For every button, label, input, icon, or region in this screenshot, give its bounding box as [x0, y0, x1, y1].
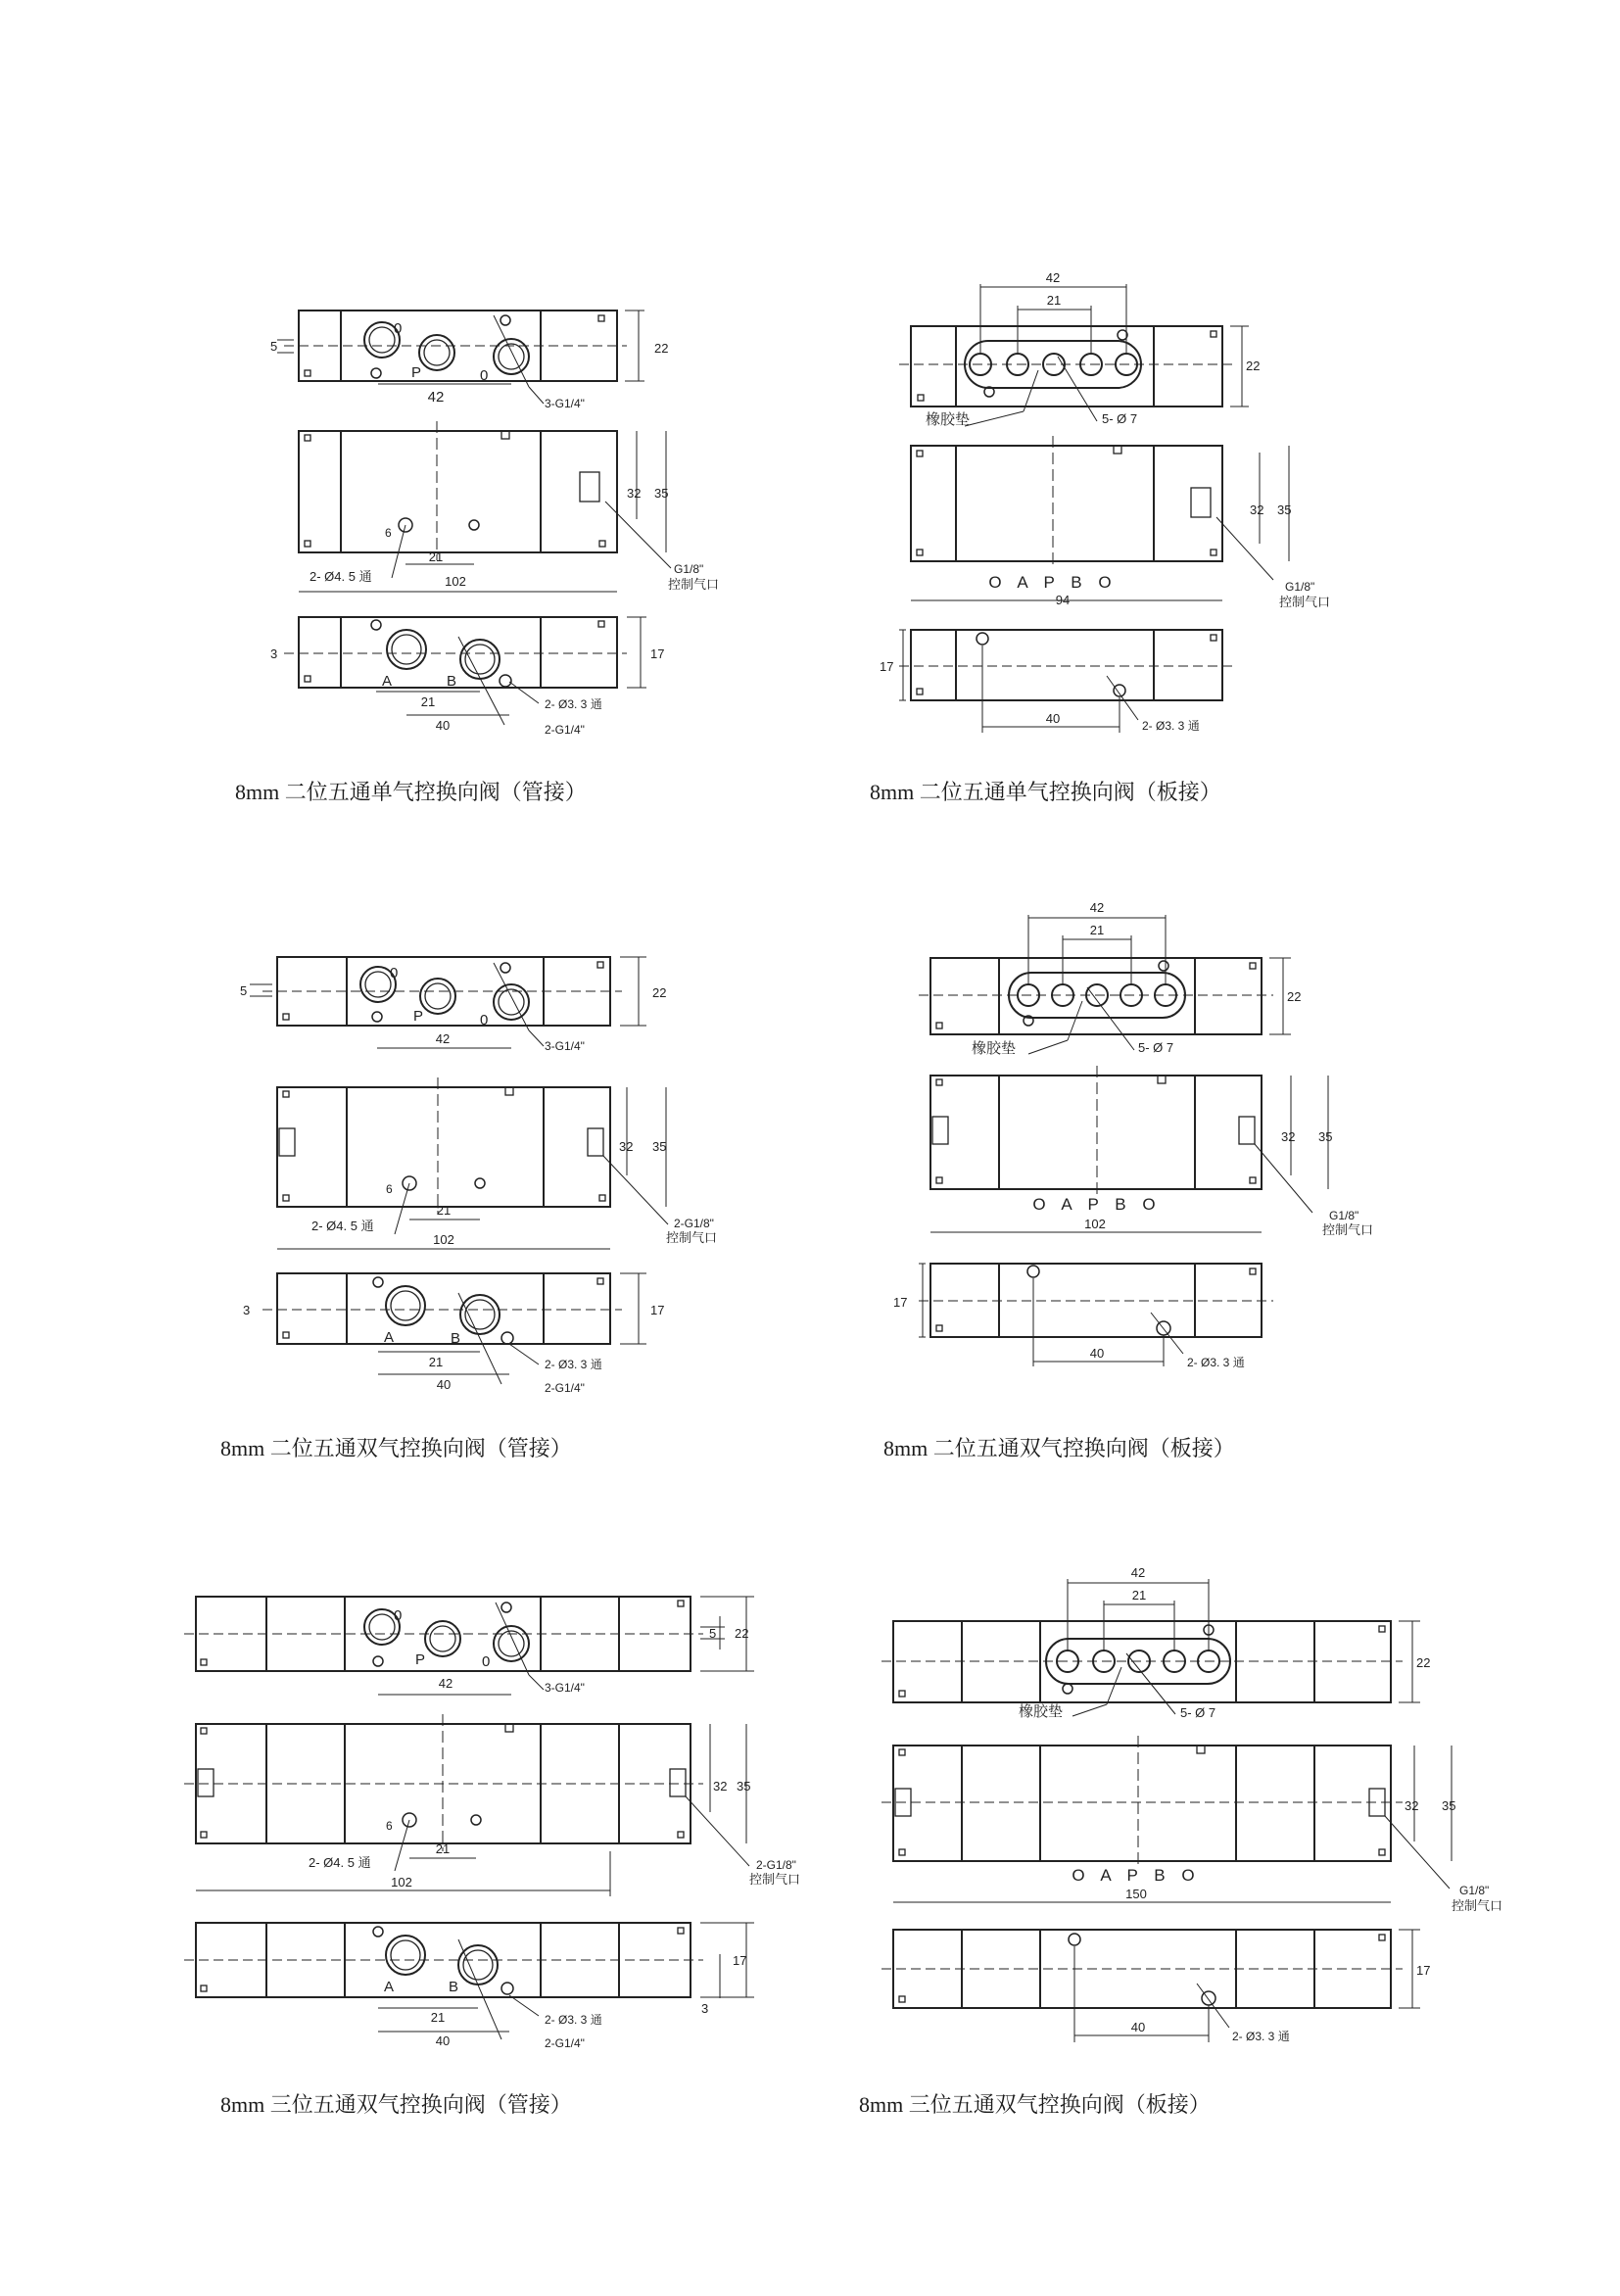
d6-front-ctrl-g18: G1/8" — [1459, 1884, 1490, 1897]
d2-front-ctrl-g18: G1/8" — [1285, 580, 1315, 594]
d1-top-dim-22: 22 — [654, 341, 669, 356]
d5-front-dim-102: 102 — [391, 1875, 412, 1889]
d5-front-dim-35: 35 — [737, 1779, 751, 1794]
d3-front-mount-hole: 2- Ø4. 5 通 — [311, 1219, 374, 1233]
d2-top-dim-22: 22 — [1246, 359, 1261, 373]
d4-top-rubber-pad: 橡胶垫 — [972, 1040, 1017, 1057]
d6-top-holes: 5- Ø 7 — [1180, 1705, 1216, 1720]
d2-top-rubber-pad: 橡胶垫 — [926, 411, 971, 428]
d3-top-label-o1: 0 — [390, 965, 399, 981]
d3-bottom-dim-17: 17 — [650, 1303, 665, 1317]
d4-bottom-mount-hole: 2- Ø3. 3 通 — [1187, 1356, 1245, 1369]
caption-d1: 8mm 二位五通单气控换向阀（管接） — [235, 780, 587, 804]
d2-bottom-dim-17: 17 — [880, 659, 894, 674]
d1-front-dim-21: 21 — [428, 550, 444, 564]
d1-front-mount-hole: 2- Ø4. 5 通 — [310, 569, 372, 584]
d4-top-holes: 5- Ø 7 — [1138, 1040, 1174, 1055]
d2-top-dim-42: 42 — [1045, 270, 1061, 285]
d1-front-ctrl-g18: G1/8" — [674, 562, 704, 576]
d6-top-rubber-pad: 橡胶垫 — [1019, 1703, 1064, 1720]
d5-bottom-dim-40: 40 — [435, 2033, 451, 2048]
d2-front-dim-35: 35 — [1277, 502, 1292, 517]
d5-bottom-view — [184, 1923, 754, 2039]
d1-front-dim-35: 35 — [654, 486, 669, 501]
d5-front-dim-32: 32 — [713, 1779, 728, 1794]
d5-front-dim-21: 21 — [435, 1842, 451, 1856]
d5-front-mount-hole: 2- Ø4. 5 通 — [309, 1855, 371, 1870]
d3-top-dim-5: 5 — [240, 983, 248, 998]
d3-top-label-p: P — [413, 1008, 424, 1025]
d6-top-dim-22: 22 — [1416, 1655, 1431, 1670]
d3-bottom-ports: 2-G1/4" — [545, 1381, 585, 1395]
d6-bottom-view — [881, 1930, 1420, 2042]
caption-d4: 8mm 二位五通双气控换向阀（板接） — [883, 1436, 1235, 1460]
d4-bottom-dim-40: 40 — [1089, 1346, 1105, 1361]
d2-front-port-sequence: O A P B O — [988, 573, 1118, 592]
d2-bottom-mount-hole: 2- Ø3. 3 通 — [1142, 719, 1200, 733]
caption-d3: 8mm 二位五通双气控换向阀（管接） — [220, 1436, 572, 1460]
d2-bottom-view — [899, 630, 1234, 733]
d5-top-dim-22: 22 — [735, 1626, 749, 1641]
d5-top-dim-42: 42 — [438, 1676, 453, 1691]
d1-bottom-label-a: A — [382, 673, 393, 690]
d6-front-dim-150: 150 — [1125, 1887, 1147, 1901]
d4-top-dim-42: 42 — [1089, 900, 1105, 915]
d5-bottom-mount-hole: 2- Ø3. 3 通 — [545, 2013, 602, 2027]
d3-front-ctrl-port: 控制气口 — [666, 1230, 718, 1245]
d3-bottom-dim-40: 40 — [436, 1377, 452, 1392]
d2-top-holes: 5- Ø 7 — [1102, 411, 1138, 426]
d5-front-view — [184, 1714, 749, 1896]
d2-top-dim-21: 21 — [1046, 293, 1062, 308]
d1-bottom-dim-17: 17 — [650, 646, 665, 661]
d2-front-ctrl-port: 控制气口 — [1279, 595, 1331, 609]
d4-front-dim-35: 35 — [1318, 1129, 1333, 1144]
d4-front-dim-102: 102 — [1084, 1217, 1106, 1231]
d3-bottom-dim-21: 21 — [428, 1355, 444, 1369]
d3-front-dim-21: 21 — [436, 1203, 452, 1218]
d5-top-ports: 3-G1/4" — [545, 1681, 585, 1695]
d4-front-dim-32: 32 — [1281, 1129, 1296, 1144]
d1-bottom-dim-21: 21 — [420, 694, 436, 709]
d1-top-ports: 3-G1/4" — [545, 397, 585, 410]
d5-bottom-label-b: B — [449, 1979, 459, 1995]
d3-bottom-dim-3: 3 — [243, 1303, 251, 1317]
d3-front-dim-35: 35 — [652, 1139, 667, 1154]
d6-front-dim-32: 32 — [1405, 1798, 1419, 1813]
d4-top-view — [919, 915, 1291, 1054]
d6-bottom-dim-17: 17 — [1416, 1963, 1431, 1978]
d4-top-dim-21: 21 — [1089, 923, 1105, 937]
d6-bottom-dim-40: 40 — [1130, 2020, 1146, 2034]
d5-bottom-label-a: A — [384, 1979, 395, 1995]
caption-d5: 8mm 三位五通双气控换向阀（管接） — [220, 2092, 572, 2117]
d4-front-port-sequence: O A P B O — [1032, 1195, 1162, 1214]
d1-top-view — [277, 311, 644, 404]
d2-bottom-dim-40: 40 — [1045, 711, 1061, 726]
d3-top-label-o2: 0 — [480, 1012, 489, 1028]
d6-bottom-mount-hole: 2- Ø3. 3 通 — [1232, 2030, 1290, 2043]
d4-front-ctrl-g18: G1/8" — [1329, 1209, 1359, 1222]
d5-front-dim-6: 6 — [386, 1819, 393, 1833]
d6-front-port-sequence: O A P B O — [1072, 1866, 1201, 1885]
d5-front-ctrl-port: 控制气口 — [749, 1872, 801, 1887]
d1-top-dim-42: 42 — [427, 389, 445, 406]
d1-front-dim-102: 102 — [445, 574, 466, 589]
d6-top-dim-21: 21 — [1131, 1588, 1147, 1602]
d6-front-dim-35: 35 — [1442, 1798, 1456, 1813]
d5-top-dim-5: 5 — [709, 1626, 717, 1641]
d6-top-view — [881, 1579, 1420, 1716]
d5-top-view — [184, 1597, 754, 1695]
d1-front-view — [299, 421, 671, 592]
d3-top-ports: 3-G1/4" — [545, 1039, 585, 1053]
d5-bottom-dim-21: 21 — [430, 2010, 446, 2025]
d1-top-label-p: P — [411, 364, 422, 381]
d1-front-ctrl-port: 控制气口 — [668, 577, 720, 592]
d1-bottom-ports: 2-G1/4" — [545, 723, 585, 737]
d1-top-label-o2: 0 — [480, 367, 489, 384]
d3-front-ctrl-g18: 2-G1/8" — [674, 1217, 714, 1230]
d5-front-ctrl-g18: 2-G1/8" — [756, 1858, 796, 1872]
d1-bottom-mount-hole: 2- Ø3. 3 通 — [545, 697, 602, 711]
d1-top-label-o1: 0 — [394, 320, 403, 337]
d3-bottom-mount-hole: 2- Ø3. 3 通 — [545, 1358, 602, 1371]
d1-top-dim-5: 5 — [270, 339, 278, 354]
d1-bottom-dim-40: 40 — [435, 718, 451, 733]
d1-front-dim-32: 32 — [627, 486, 642, 501]
d6-front-ctrl-port: 控制气口 — [1452, 1898, 1503, 1913]
caption-d2: 8mm 二位五通单气控换向阀（板接） — [870, 780, 1221, 804]
d5-top-label-o2: 0 — [482, 1653, 491, 1670]
d2-front-dim-32: 32 — [1250, 502, 1264, 517]
caption-d6: 8mm 三位五通双气控换向阀（板接） — [859, 2092, 1211, 2117]
d5-bottom-ports: 2-G1/4" — [545, 2036, 585, 2050]
d4-top-dim-22: 22 — [1287, 989, 1302, 1004]
d3-top-dim-22: 22 — [652, 985, 667, 1000]
d3-bottom-label-a: A — [384, 1329, 395, 1346]
d4-front-ctrl-port: 控制气口 — [1322, 1222, 1374, 1237]
d4-bottom-dim-17: 17 — [893, 1295, 908, 1310]
d3-bottom-label-b: B — [451, 1330, 461, 1347]
d1-front-dim-6: 6 — [385, 526, 392, 540]
d2-top-view — [899, 284, 1249, 426]
d5-top-label-o1: 0 — [394, 1607, 403, 1624]
d6-top-dim-42: 42 — [1130, 1565, 1146, 1580]
d3-front-dim-102: 102 — [433, 1232, 454, 1247]
d5-bottom-dim-3: 3 — [701, 2001, 709, 2016]
d5-bottom-dim-17: 17 — [733, 1953, 747, 1968]
d2-front-dim-94: 94 — [1055, 593, 1071, 607]
d3-front-dim-32: 32 — [619, 1139, 634, 1154]
d1-bottom-label-b: B — [447, 673, 457, 690]
d3-front-dim-6: 6 — [386, 1182, 393, 1196]
d1-bottom-dim-3: 3 — [270, 646, 278, 661]
d3-top-dim-42: 42 — [435, 1031, 451, 1046]
d5-top-label-p: P — [415, 1651, 426, 1668]
